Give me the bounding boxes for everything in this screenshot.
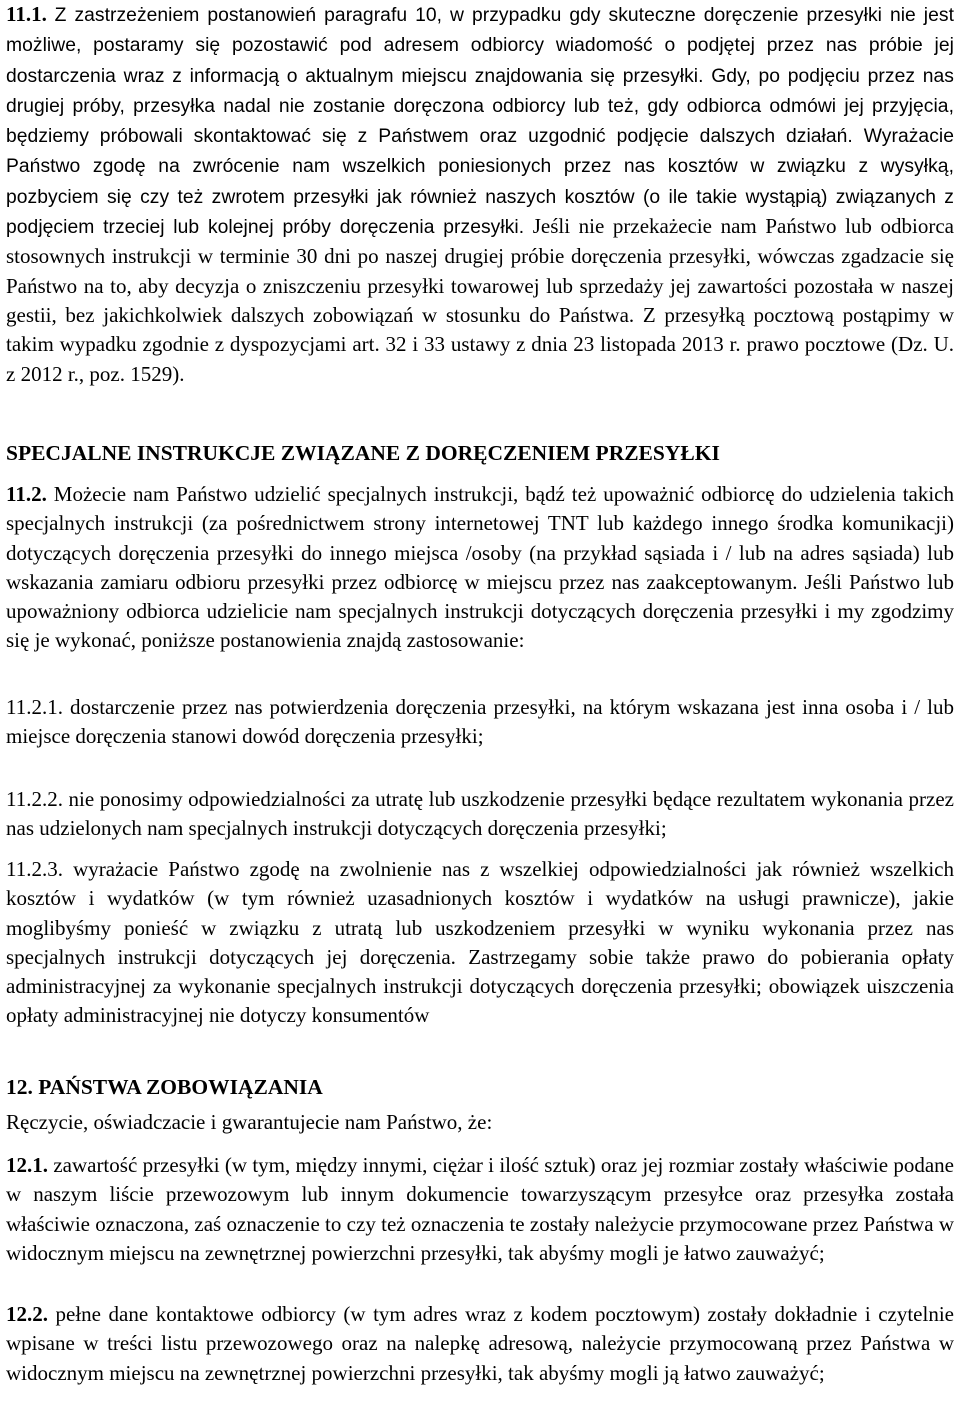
section-text: nie ponosimy odpowiedzialności za utratę lub uszkodzenie przesyłki będące rezultatem wykonania przez nas udzielonych nam specjalnych instrukcji dotyczących doręczenia przesyłki; xyxy=(6,787,954,841)
section-11-2 xyxy=(6,480,954,656)
section-number: 12.2. xyxy=(6,1302,48,1326)
section-11-2-1 xyxy=(6,693,954,752)
section-number: 11.1. xyxy=(6,2,47,26)
section-11-2-2 xyxy=(6,785,954,844)
section-text: wyrażacie Państwo zgodę na zwolnienie nas z wszelkiej odpowiedzialności jak również wszelkich kosztów i wydatków (w tym również uzasadnionych kosztów i wydatków na usługi prawnicze), jakie moglibyśmy ponieść w związku z utratą lub uszkodzeniem przesyłki w wyniku wykonania przez nas specjalnych instrukcji dotyczących jej doręczenia. Zastrzegamy sobie także prawo do pobierania opłaty administracyjnej za wykonanie specjalnych instrukcji dotyczących doręczenia przesyłki; obowiązek uiszczenia opłaty administracyjnej nie dotyczy konsumentów xyxy=(6,857,954,1028)
section-text: zawartość przesyłki (w tym, między innymi, ciężar i ilość sztuk) oraz jej rozmiar zostały właściwie podane w naszym liście przewozowym lub innym dokumencie towarzyszącym przesyłce oraz przesyłka została właściwie oznaczona, zaś oznaczenie to czy też oznaczenia te zostały należycie przymocowane przez Państwa w widocznym miejscu na zewnętrznej powierzchni przesyłki, tak abyśmy mogli je łatwo zauważyć; xyxy=(6,1153,954,1265)
section-number: 11.2.2. xyxy=(6,787,63,811)
section-11-2-3 xyxy=(6,855,954,1031)
section-12-2 xyxy=(6,1300,954,1388)
intro-12: Ręczycie, oświadczacie i gwarantujecie nam Państwo, że: xyxy=(6,1110,493,1134)
heading-12: 12. PAŃSTWA ZOBOWIĄZANIA xyxy=(6,1075,323,1099)
section-text: Możecie nam Państwo udzielić specjalnych instrukcji, bądź też upoważnić odbiorcę do udzielenia takich specjalnych instrukcji (za pośrednictwem strony internetowej TNT lub każdego innego środka komunikacji) dotyczących doręczenia przesyłki do innego miejsca /osoby (na przykład sąsiada i / lub na adres sąsiada) lub wskazania zamiaru odbioru przesyłki przez odbiorcę w miejscu przez nas zaakceptowanym. Jeśli Państwo lub upoważniony odbiorca udzielicie nam specjalnych instrukcji dotyczących doręczenia przesyłki i my zgodzimy się je wykonać, poniższe postanowienia znajdą zastosowanie: xyxy=(6,482,955,653)
section-number: 12.1. xyxy=(6,1153,48,1177)
section-number: 11.2.3. xyxy=(6,857,63,881)
section-text: dostarczenie przez nas potwierdzenia doręczenia przesyłki, na którym wskazana jest inna osoba i / lub miejsce doręczenia stanowi dowód doręczenia przesyłki; xyxy=(6,695,954,749)
section-text: pełne dane kontaktowe odbiorcy (w tym adres wraz z kodem pocztowym) zostały dokładnie i czytelnie wpisane w treści listu przewozowego oraz na nalepkę adresową, należycie przymocowaną przez Państwa w widocznym miejscu na zewnętrznej powierzchni przesyłki, tak abyśmy mogli ją łatwo zauważyć; xyxy=(6,1302,954,1385)
heading-special-instructions: SPECJALNE INSTRUKCJE ZWIĄZANE Z DORĘCZENIEM PRZESYŁKI xyxy=(6,441,720,465)
section-12-1 xyxy=(6,1151,954,1268)
section-number: 11.2.1. xyxy=(6,695,63,719)
section-text-sans: Z zastrzeżeniem postanowień paragrafu 10, w przypadku gdy skuteczne doręczenie przesyłki nie jest możliwe, postaramy się pozostawić pod adresem odbiorcy wiadomość o podjętej przez nas próbie jej dostarczenia wraz z informacją o aktualnym miejscu znajdowania się przesyłki. Gdy, po podjęciu przez nas drugiej próby, przesyłka nadal nie zostanie doręczona odbiorcy lub też, gdy odbiorca odmówi jej przyjęcia, będziemy próbowali skontaktować się z Państwem oraz uzgodnić podjęcie dalszych działań. Wyrażacie Państwo zgodę na zwrócenie nam wszelkich poniesionych przez nas kosztów w związku z wysyłką, pozbyciem się czy też zwrotem przesyłki jak również naszych kosztów (o ile takie wystąpią) związanych z podjęciem trzeciej lub kolejnej próby doręczenia przesyłki. xyxy=(6,5,954,239)
section-11-1 xyxy=(6,0,954,389)
section-number: 11.2. xyxy=(6,482,47,506)
section-text-serif: Jeśli nie przekażecie nam Państwo lub odbiorca stosownych instrukcji w terminie 30 dni po naszej drugiej próbie doręczenia przesyłki, wówczas zgadzacie się Państwo na to, aby decyzja o zniszczeniu przesyłki towarowej lub sprzedaży jej zawartości pozostała w naszej gestii, bez jakichkolwiek dalszych zobowiązań w stosunku do Państwa. Z przesyłką pocztową postąpimy w takim wypadku zgodnie z dyspozycjami art. 32 i 33 ustawy z dnia 23 listopada 2013 r. prawo pocztowe (Dz. U. z 2012 r., poz. 1529). xyxy=(6,214,954,386)
